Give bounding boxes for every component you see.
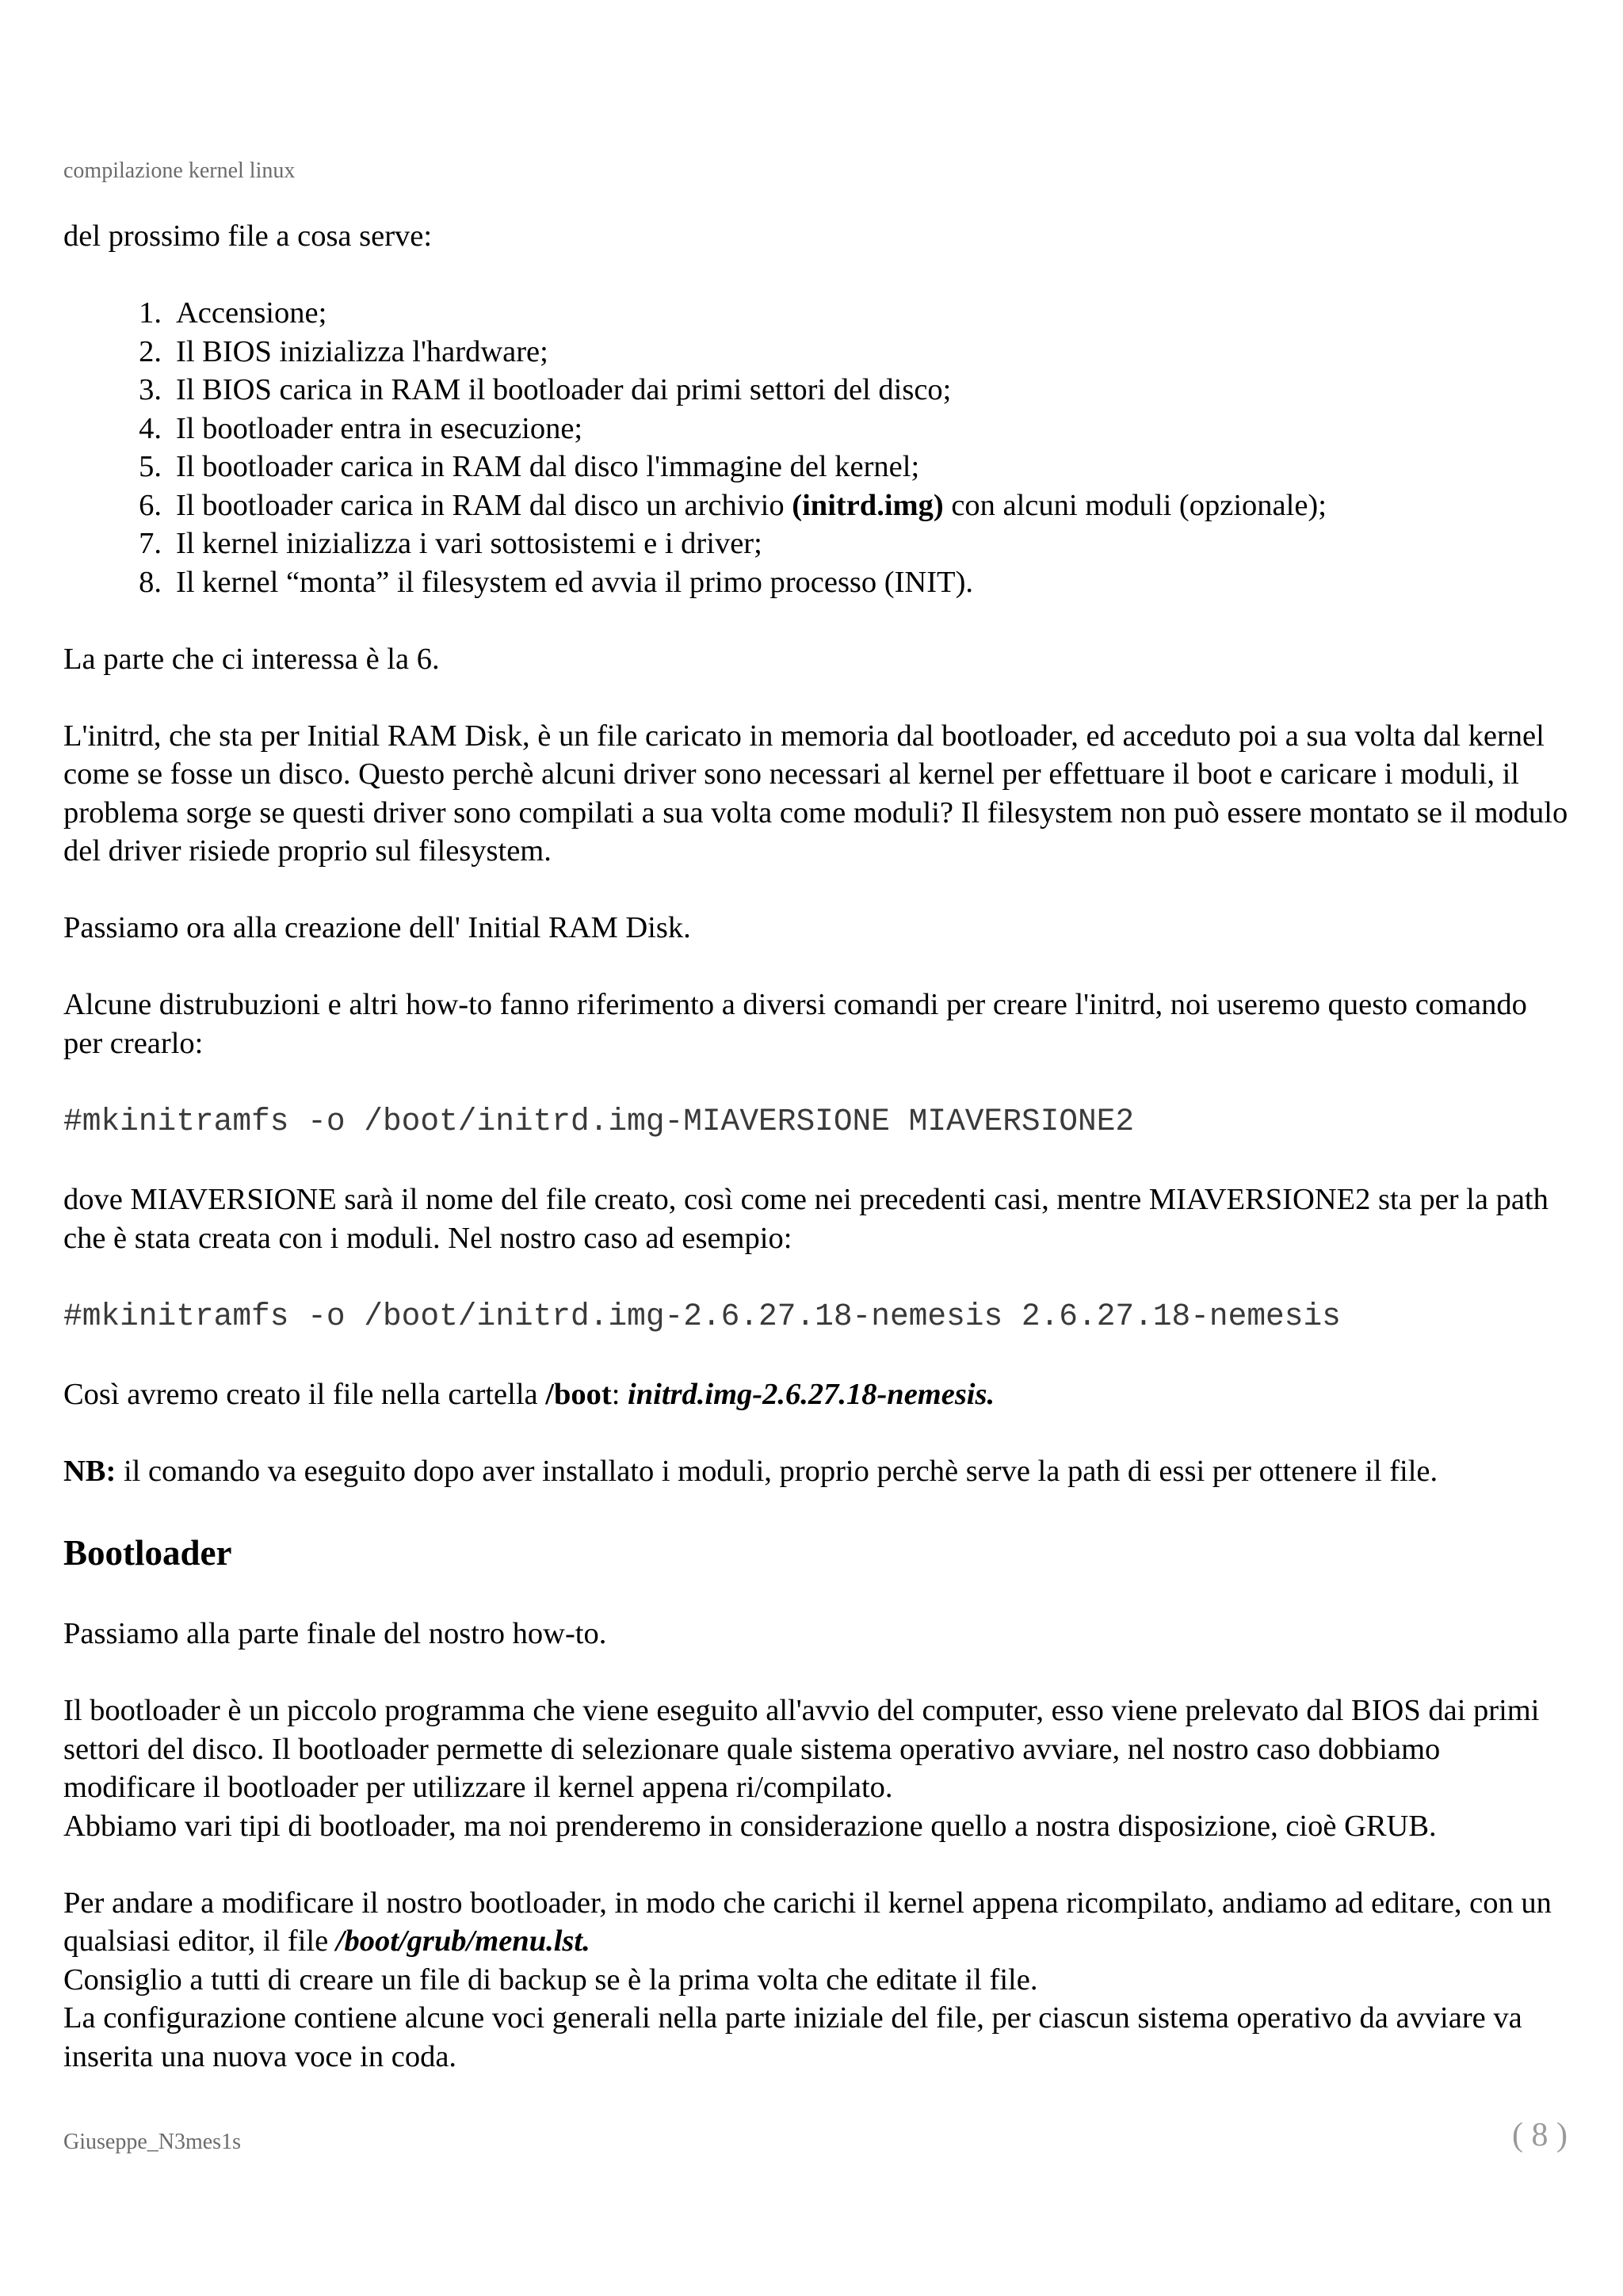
- list-item: 2 . Il BIOS inizializza l'hardware;: [63, 333, 1569, 372]
- code-command-generic: #mkinitramfs -o /boot/initrd.img-MIAVERSIONE MIAVERSIONE2: [63, 1103, 1135, 1139]
- paragraph-dove: dove MIAVERSIONE sarà il nome del file creato, così come nei precedenti casi, mentre MIAVERSIONE2 sta per la path che è stata creata con i moduli. Nel nostro caso ad esempio:: [63, 1183, 1549, 1255]
- paragraph-bootloader-grub: Abbiamo vari tipi di bootloader, ma noi prenderemo in considerazione quello a nostra disposizione, cioè GRUB.: [63, 1809, 1437, 1843]
- list-item: 6 . Il bootloader carica in RAM dal disco un archivio (initrd.img) con alcuni moduli (opzionale);: [63, 486, 1569, 525]
- list-item: 7 . Il kernel inizializza i vari sottosistemi e i driver;: [63, 524, 1569, 563]
- paragraph-part6: La parte che ci interessa è la 6.: [63, 642, 440, 676]
- document-body: [63, 217, 1569, 2076]
- paragraph-cosi: Così avremo creato il file nella cartella /boot: initrd.img-2.6.27.18-nemesis.: [63, 1378, 995, 1411]
- list-item: 1 . Accensione;: [63, 294, 1569, 333]
- paragraph-initrd: L'initrd, che sta per Initial RAM Disk, è un file caricato in memoria dal bootloader, ed acceduto poi a sua volta dal kernel come se fosse un disco. Questo perchè alcuni driver sono necessari al kernel per effettuare il boot e caricare i moduli, il problema sorge se questi driver sono compilati a sua volta come moduli? Il filesystem non può essere montato se il modulo del driver risiede proprio sul filesystem.: [63, 719, 1568, 868]
- paragraph-bootloader-intro: Il bootloader è un piccolo programma che viene eseguito all'avvio del computer, esso viene prelevato dal BIOS dai primi settori del disco. Il bootloader permette di selezionare quale sistema operativo avviare, nel nostro caso dobbiamo modificare il bootloader per utilizzare il kernel appena ri/compilato.: [63, 1694, 1540, 1804]
- paragraph-modifica: Per andare a modificare il nostro bootloader, in modo che carichi il kernel appena ricompilato, andiamo ad editare, con un qualsiasi editor, il file /boot/grub/menu.lst.: [63, 1886, 1552, 1958]
- list-item: 8 . Il kernel “monta” il filesystem ed avvia il primo processo (INIT).: [63, 563, 1569, 602]
- page-number: ( 8 ): [1512, 2115, 1568, 2155]
- running-header: compilazione kernel linux: [63, 158, 296, 183]
- list-item: 4 . Il bootloader entra in esecuzione;: [63, 410, 1569, 448]
- code-command-example: #mkinitramfs -o /boot/initrd.img-2.6.27.18-nemesis 2.6.27.18-nemesis: [63, 1298, 1341, 1334]
- boot-steps-list: [63, 294, 1569, 601]
- list-item: 5 . Il bootloader carica in RAM dal disco l'immagine del kernel;: [63, 448, 1569, 486]
- initrd-img-bold: (initrd.img): [792, 488, 944, 522]
- section-title-bootloader: Bootloader: [63, 1532, 232, 1573]
- paragraph-configurazione: La configurazione contiene alcune voci generali nella parte iniziale del file, per ciascun sistema operativo da avviare va inserita una nuova voce in coda.: [63, 2001, 1522, 2073]
- paragraph-consiglio: Consiglio a tutti di creare un file di backup se è la prima volta che editate il file.: [63, 1962, 1038, 1997]
- list-item: 3 . Il BIOS carica in RAM il bootloader dai primi settori del disco;: [63, 371, 1569, 410]
- intro-paragraph: del prossimo file a cosa serve:: [63, 219, 433, 253]
- paragraph-nb: NB: il comando va eseguito dopo aver installato i moduli, proprio perchè serve la path di essi per ottenere il file.: [63, 1455, 1438, 1488]
- paragraph-finale: Passiamo alla parte finale del nostro how-to.: [63, 1617, 607, 1650]
- paragraph-alcune: Alcune distrubuzioni e altri how-to fanno riferimento a diversi comandi per creare l'initrd, noi useremo questo comando per crearlo:: [63, 988, 1527, 1060]
- footer-author: Giuseppe_N3mes1s: [63, 2130, 241, 2154]
- paragraph-passiamo: Passiamo ora alla creazione dell' Initial RAM Disk.: [63, 911, 691, 944]
